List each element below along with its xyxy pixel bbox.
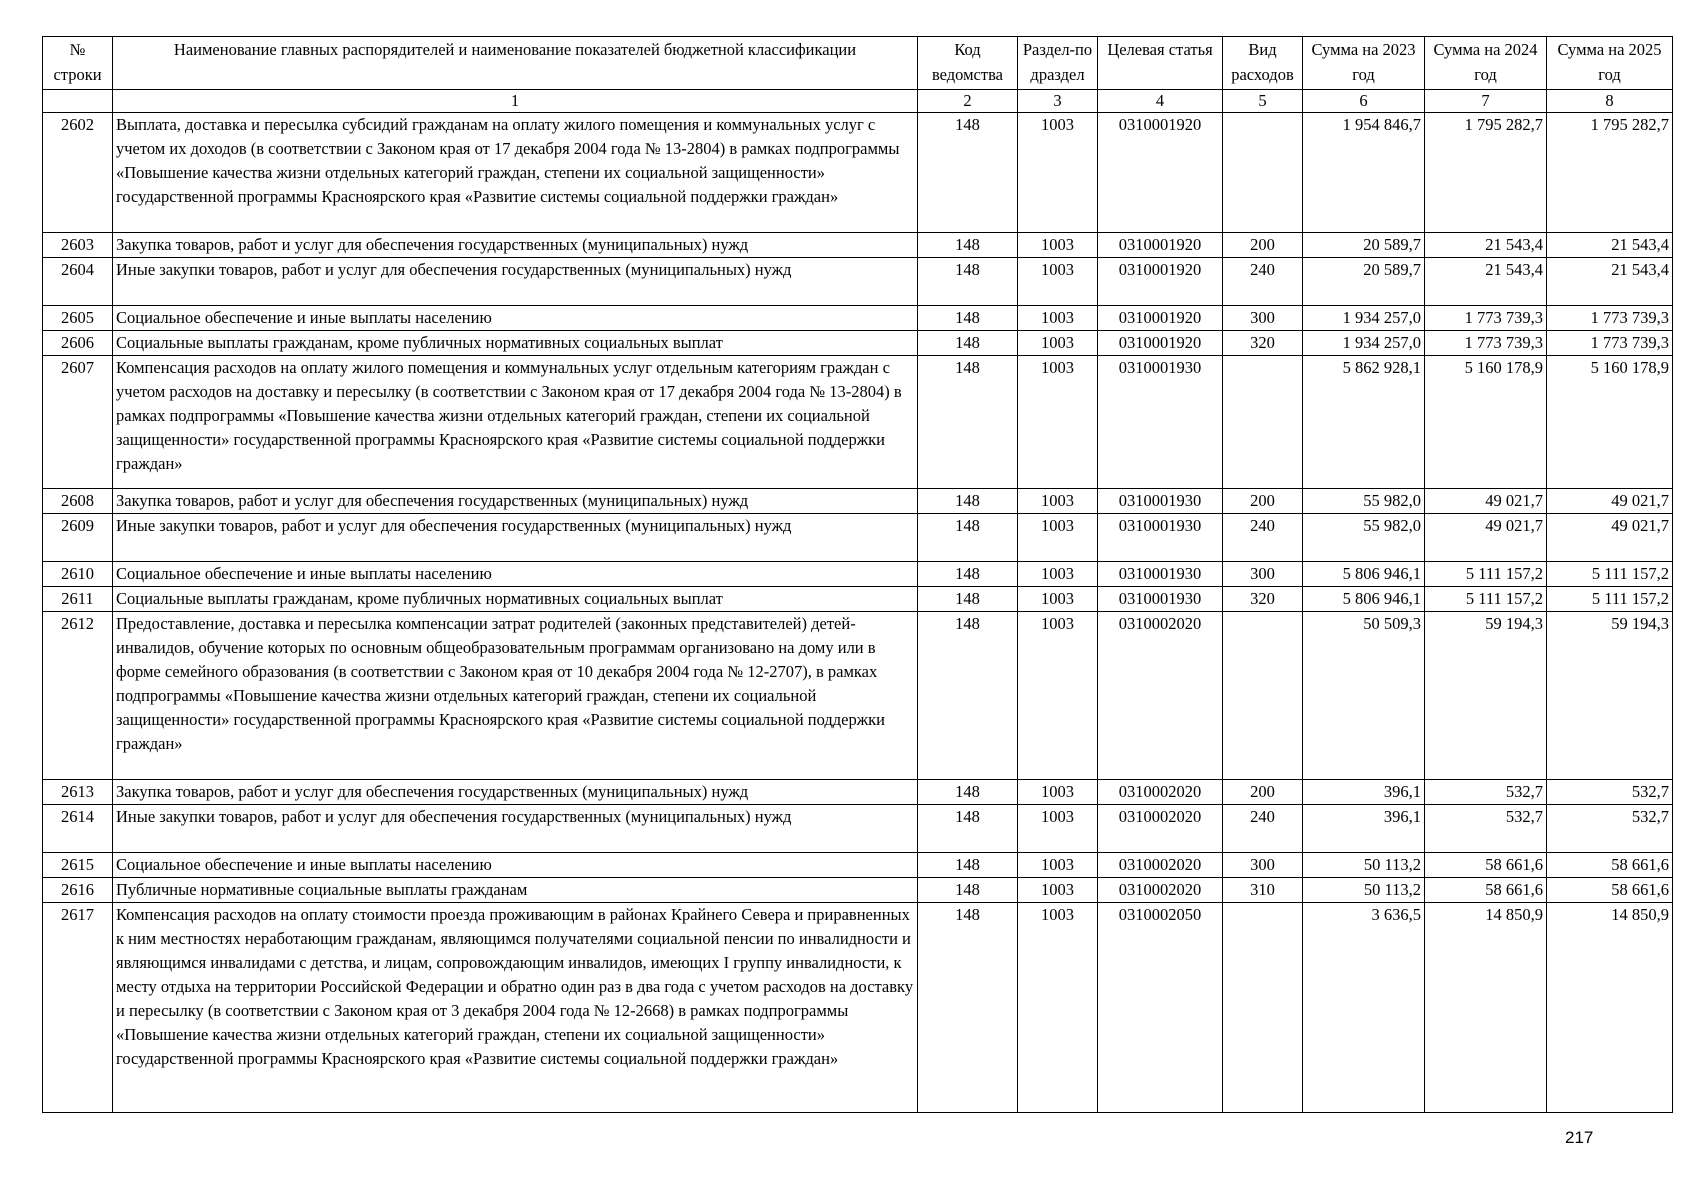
table-row	[43, 903, 1673, 1113]
row-tsel: 0310001930	[1098, 587, 1223, 612]
row-name: Закупка товаров, работ и услуг для обеспечения государственных (муниципальных) нужд	[113, 780, 918, 805]
row-kod: 148	[918, 356, 1018, 489]
row-sum-2023: 3 636,5	[1303, 903, 1425, 1113]
row-name: Социальное обеспечение и иные выплаты населению	[113, 853, 918, 878]
row-number: 2602	[43, 113, 113, 233]
row-sum-2024: 1 795 282,7	[1425, 113, 1547, 233]
table-row	[43, 780, 1673, 805]
row-sum-2023: 396,1	[1303, 780, 1425, 805]
row-sum-2023: 20 589,7	[1303, 233, 1425, 258]
row-vid: 320	[1223, 587, 1303, 612]
row-number: 2616	[43, 878, 113, 903]
row-name: Социальное обеспечение и иные выплаты населению	[113, 562, 918, 587]
table-row	[43, 233, 1673, 258]
row-sum-2025: 49 021,7	[1547, 489, 1673, 514]
row-kod: 148	[918, 780, 1018, 805]
row-razdel: 1003	[1018, 356, 1098, 489]
table-row	[43, 805, 1673, 853]
header-s2023: Сумма на 2023 год	[1303, 37, 1425, 90]
row-razdel: 1003	[1018, 331, 1098, 356]
row-kod: 148	[918, 612, 1018, 780]
row-sum-2023: 5 806 946,1	[1303, 562, 1425, 587]
row-kod: 148	[918, 306, 1018, 331]
row-sum-2023: 5 806 946,1	[1303, 587, 1425, 612]
row-tsel: 0310002020	[1098, 853, 1223, 878]
header-no: № строки	[43, 37, 113, 90]
row-kod: 148	[918, 514, 1018, 562]
row-razdel: 1003	[1018, 805, 1098, 853]
row-sum-2024: 21 543,4	[1425, 258, 1547, 306]
column-number: 6	[1303, 90, 1425, 113]
table-row	[43, 113, 1673, 233]
row-vid: 320	[1223, 331, 1303, 356]
row-name: Компенсация расходов на оплату стоимости проезда проживающим в районах Крайнего Севера и приравненных к ним местностях неработающим гражданам, являющимся получателями социальной пенсии по инвалидности и являющимся инвалидами с детства, и лицам, сопровождающим инвалидов, имеющих I группу инвалидности, к месту отдыха на территории Российской Федерации и обратно один раз в два года с учетом расходов на доставку и пересылку (в соответствии с Законом края от 3 декабря 2004 года № 12-2668) в рамках подпрограммы «Повышение качества жизни отдельных категорий граждан, степени их социальной защищенности» государственной программы Красноярского края «Развитие системы социальной поддержки граждан»	[113, 903, 918, 1113]
row-sum-2025: 532,7	[1547, 780, 1673, 805]
row-vid: 240	[1223, 258, 1303, 306]
row-kod: 148	[918, 805, 1018, 853]
column-number: 2	[918, 90, 1018, 113]
row-number: 2613	[43, 780, 113, 805]
row-kod: 148	[918, 853, 1018, 878]
header-tsel: Целевая статья	[1098, 37, 1223, 90]
column-number: 1	[113, 90, 918, 113]
row-tsel: 0310002020	[1098, 612, 1223, 780]
column-number: 8	[1547, 90, 1673, 113]
row-number: 2614	[43, 805, 113, 853]
row-number: 2609	[43, 514, 113, 562]
row-tsel: 0310001920	[1098, 331, 1223, 356]
row-sum-2025: 5 111 157,2	[1547, 562, 1673, 587]
table-row	[43, 853, 1673, 878]
row-number: 2604	[43, 258, 113, 306]
row-sum-2025: 14 850,9	[1547, 903, 1673, 1113]
row-name: Закупка товаров, работ и услуг для обеспечения государственных (муниципальных) нужд	[113, 489, 918, 514]
row-sum-2024: 5 160 178,9	[1425, 356, 1547, 489]
row-sum-2025: 532,7	[1547, 805, 1673, 853]
row-vid: 300	[1223, 306, 1303, 331]
row-razdel: 1003	[1018, 780, 1098, 805]
row-sum-2024: 5 111 157,2	[1425, 562, 1547, 587]
row-kod: 148	[918, 587, 1018, 612]
row-sum-2023: 5 862 928,1	[1303, 356, 1425, 489]
row-razdel: 1003	[1018, 853, 1098, 878]
row-name: Предоставление, доставка и пересылка компенсации затрат родителей (законных представителей) детей-инвалидов, обучение которых по основным общеобразовательным программам организовано на дому или в форме семейного образования (в соответствии с Законом края от 10 декабря 2004 года № 12-2707), в рамках подпрограммы «Повышение качества жизни отдельных категорий граждан, степени их социальной защищенности» государственной программы Красноярского края «Развитие системы социальной поддержки граждан»	[113, 612, 918, 780]
row-name: Компенсация расходов на оплату жилого помещения и коммунальных услуг отдельным категориям граждан с учетом расходов на доставку и пересылку (в соответствии с Законом края от 17 декабря 2004 года № 13-2804) в рамках подпрограммы «Повышение качества жизни отдельных категорий граждан, степени их социальной защищенности» государственной программы Красноярского края «Развитие системы социальной поддержки граждан»	[113, 356, 918, 489]
row-sum-2024: 58 661,6	[1425, 878, 1547, 903]
row-number: 2603	[43, 233, 113, 258]
row-sum-2025: 21 543,4	[1547, 258, 1673, 306]
table-row	[43, 258, 1673, 306]
row-sum-2024: 21 543,4	[1425, 233, 1547, 258]
table-body	[43, 113, 1673, 1113]
row-sum-2023: 396,1	[1303, 805, 1425, 853]
row-tsel: 0310001930	[1098, 514, 1223, 562]
column-number-row	[43, 90, 1673, 113]
column-number: 5	[1223, 90, 1303, 113]
row-tsel: 0310001920	[1098, 113, 1223, 233]
row-razdel: 1003	[1018, 258, 1098, 306]
row-razdel: 1003	[1018, 612, 1098, 780]
header-vid: Вид расходов	[1223, 37, 1303, 90]
row-sum-2023: 1 954 846,7	[1303, 113, 1425, 233]
row-sum-2024: 5 111 157,2	[1425, 587, 1547, 612]
row-razdel: 1003	[1018, 878, 1098, 903]
row-number: 2617	[43, 903, 113, 1113]
header-kod: Код ведомства	[918, 37, 1018, 90]
column-number	[43, 90, 113, 113]
row-name: Закупка товаров, работ и услуг для обеспечения государственных (муниципальных) нужд	[113, 233, 918, 258]
row-razdel: 1003	[1018, 587, 1098, 612]
row-number: 2611	[43, 587, 113, 612]
row-tsel: 0310001920	[1098, 233, 1223, 258]
row-kod: 148	[918, 562, 1018, 587]
table-row	[43, 331, 1673, 356]
row-sum-2025: 58 661,6	[1547, 853, 1673, 878]
row-name: Социальное обеспечение и иные выплаты населению	[113, 306, 918, 331]
row-number: 2605	[43, 306, 113, 331]
row-sum-2025: 1 773 739,3	[1547, 331, 1673, 356]
row-vid: 300	[1223, 853, 1303, 878]
row-kod: 148	[918, 489, 1018, 514]
row-tsel: 0310002020	[1098, 878, 1223, 903]
table-row	[43, 587, 1673, 612]
column-number: 3	[1018, 90, 1098, 113]
table-row	[43, 489, 1673, 514]
row-name: Иные закупки товаров, работ и услуг для обеспечения государственных (муниципальных) нужд	[113, 514, 918, 562]
row-tsel: 0310002020	[1098, 805, 1223, 853]
row-tsel: 0310002050	[1098, 903, 1223, 1113]
row-sum-2024: 59 194,3	[1425, 612, 1547, 780]
row-sum-2023: 1 934 257,0	[1303, 331, 1425, 356]
row-vid: 200	[1223, 780, 1303, 805]
row-sum-2024: 14 850,9	[1425, 903, 1547, 1113]
row-kod: 148	[918, 258, 1018, 306]
row-sum-2023: 50 113,2	[1303, 853, 1425, 878]
row-tsel: 0310002020	[1098, 780, 1223, 805]
row-sum-2024: 49 021,7	[1425, 489, 1547, 514]
row-tsel: 0310001920	[1098, 258, 1223, 306]
row-name: Социальные выплаты гражданам, кроме публичных нормативных социальных выплат	[113, 331, 918, 356]
row-vid: 310	[1223, 878, 1303, 903]
row-vid: 240	[1223, 805, 1303, 853]
row-razdel: 1003	[1018, 562, 1098, 587]
table-row	[43, 306, 1673, 331]
row-sum-2024: 532,7	[1425, 780, 1547, 805]
table-row	[43, 612, 1673, 780]
header-s2024: Сумма на 2024 год	[1425, 37, 1547, 90]
row-number: 2606	[43, 331, 113, 356]
page-number: 217	[1565, 1128, 1594, 1147]
row-tsel: 0310001930	[1098, 489, 1223, 514]
row-kod: 148	[918, 331, 1018, 356]
header-name: Наименование главных распорядителей и наименование показателей бюджетной классификации	[113, 37, 918, 90]
row-tsel: 0310001930	[1098, 356, 1223, 489]
row-vid: 240	[1223, 514, 1303, 562]
row-name: Публичные нормативные социальные выплаты гражданам	[113, 878, 918, 903]
row-razdel: 1003	[1018, 514, 1098, 562]
row-kod: 148	[918, 233, 1018, 258]
row-razdel: 1003	[1018, 113, 1098, 233]
header-razdel: Раздел-подраздел	[1018, 37, 1098, 90]
budget-table	[42, 36, 1673, 1113]
header-s2025: Сумма на 2025 год	[1547, 37, 1673, 90]
row-sum-2025: 5 111 157,2	[1547, 587, 1673, 612]
row-number: 2615	[43, 853, 113, 878]
row-razdel: 1003	[1018, 306, 1098, 331]
row-sum-2025: 49 021,7	[1547, 514, 1673, 562]
row-vid	[1223, 903, 1303, 1113]
table-row	[43, 878, 1673, 903]
row-sum-2023: 20 589,7	[1303, 258, 1425, 306]
row-sum-2023: 1 934 257,0	[1303, 306, 1425, 331]
row-number: 2610	[43, 562, 113, 587]
row-name: Социальные выплаты гражданам, кроме публичных нормативных социальных выплат	[113, 587, 918, 612]
row-sum-2023: 50 113,2	[1303, 878, 1425, 903]
row-sum-2025: 58 661,6	[1547, 878, 1673, 903]
row-sum-2023: 55 982,0	[1303, 489, 1425, 514]
row-name: Иные закупки товаров, работ и услуг для обеспечения государственных (муниципальных) нужд	[113, 805, 918, 853]
row-sum-2025: 5 160 178,9	[1547, 356, 1673, 489]
row-number: 2608	[43, 489, 113, 514]
row-kod: 148	[918, 113, 1018, 233]
row-vid	[1223, 113, 1303, 233]
column-number: 7	[1425, 90, 1547, 113]
row-sum-2023: 50 509,3	[1303, 612, 1425, 780]
table-row	[43, 514, 1673, 562]
row-vid	[1223, 612, 1303, 780]
row-razdel: 1003	[1018, 489, 1098, 514]
row-kod: 148	[918, 903, 1018, 1113]
row-vid: 200	[1223, 233, 1303, 258]
row-sum-2024: 532,7	[1425, 805, 1547, 853]
row-tsel: 0310001930	[1098, 562, 1223, 587]
row-number: 2607	[43, 356, 113, 489]
row-name: Иные закупки товаров, работ и услуг для обеспечения государственных (муниципальных) нужд	[113, 258, 918, 306]
row-razdel: 1003	[1018, 903, 1098, 1113]
column-number: 4	[1098, 90, 1223, 113]
row-name: Выплата, доставка и пересылка субсидий гражданам на оплату жилого помещения и коммунальных услуг с учетом их доходов (в соответствии с Законом края от 17 декабря 2004 года № 13-2804) в рамках подпрограммы «Повышение качества жизни отдельных категорий граждан, степени их социальной защищенности» государственной программы Красноярского края «Развитие системы социальной поддержки граждан»	[113, 113, 918, 233]
row-sum-2024: 49 021,7	[1425, 514, 1547, 562]
row-number: 2612	[43, 612, 113, 780]
row-sum-2025: 1 795 282,7	[1547, 113, 1673, 233]
row-sum-2024: 58 661,6	[1425, 853, 1547, 878]
row-sum-2025: 21 543,4	[1547, 233, 1673, 258]
table-row	[43, 562, 1673, 587]
row-sum-2025: 1 773 739,3	[1547, 306, 1673, 331]
row-sum-2024: 1 773 739,3	[1425, 331, 1547, 356]
row-sum-2025: 59 194,3	[1547, 612, 1673, 780]
row-kod: 148	[918, 878, 1018, 903]
header-row	[43, 37, 1673, 90]
table-row	[43, 356, 1673, 489]
row-vid	[1223, 356, 1303, 489]
row-vid: 300	[1223, 562, 1303, 587]
row-tsel: 0310001920	[1098, 306, 1223, 331]
row-sum-2024: 1 773 739,3	[1425, 306, 1547, 331]
row-vid: 200	[1223, 489, 1303, 514]
row-razdel: 1003	[1018, 233, 1098, 258]
row-sum-2023: 55 982,0	[1303, 514, 1425, 562]
